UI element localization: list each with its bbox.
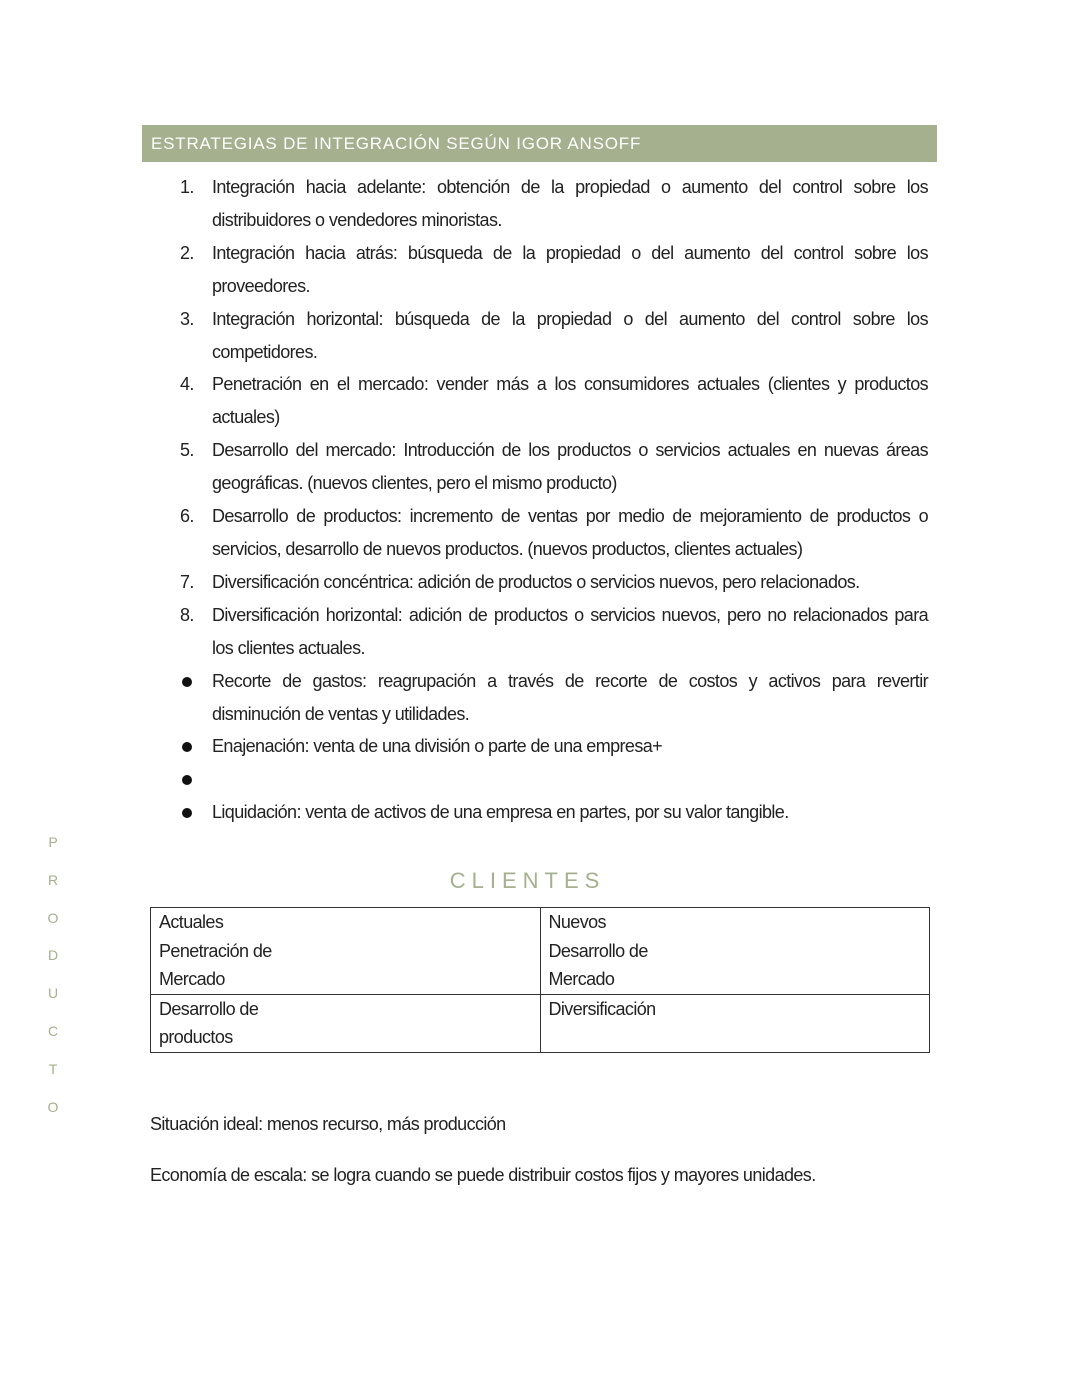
item-number: 5. [180,440,194,461]
item-text: Penetración en el mercado: vender más a los consumidores actuales (clientes y productos actuales) [212,374,928,428]
ansoff-matrix [150,907,930,1053]
matrix-title: CLIENTES [449,868,606,893]
side-letter: T [48,1060,58,1077]
side-letter: U [47,985,59,1002]
list-item [172,500,928,566]
item-text: Diversificación horizontal: adición de productos o servicios nuevos, pero no relacionados para los clientes actuales. [212,604,928,658]
bullet-icon [182,775,192,785]
cell-line: Desarrollo de [548,940,648,961]
item-text: Recorte de gastos: reagrupación a través de recorte de costos y activos para revertir disminución de ventas y utilidades. [212,670,928,724]
table-cell [151,994,541,1052]
item-number: 1. [180,177,194,197]
cell-line: Nuevos [548,912,606,932]
table-cell [540,908,930,995]
item-text: Integración horizontal: búsqueda de la propiedad o del aumento del control sobre los competidores. [212,308,928,362]
bullet-icon [182,677,192,687]
item-number: 3. [180,308,194,329]
item-number: 7. [180,571,194,592]
bullet-item [172,796,928,829]
cell-line: Mercado [548,969,615,989]
list-item [172,434,928,500]
side-letter: O [47,909,59,926]
item-text: Integración hacia adelante: obtención de la propiedad o aumento del control sobre los distribuidores o vendedores minoristas. [212,177,928,230]
item-number: 4. [180,374,194,395]
item-text: Diversificación concéntrica: adición de productos o servicios nuevos, pero relacionados. [212,571,860,592]
item-text: Desarrollo del mercado: Introducción de los productos o servicios actuales en nuevas áreas geográficas. (nuevos clientes, pero el mismo producto) [212,440,928,494]
list-item [172,303,928,369]
list-item [172,237,928,303]
strategy-list [172,171,928,829]
item-number: 2. [180,242,194,263]
bullet-item [172,730,928,763]
note-paragraph: Situación ideal: menos recurso, más producción [150,1114,506,1134]
bullet-item [172,665,928,731]
section-header: ESTRATEGIAS DE INTEGRACIÓN SEGÚN IGOR ANSOFF [142,125,937,162]
side-letter: C [47,1022,59,1039]
list-item [172,368,928,434]
item-text: Enajenación: venta de una división o parte de una empresa+ [212,736,663,757]
item-text: Integración hacia atrás: búsqueda de la propiedad o del aumento del control sobre los proveedores. [212,242,928,296]
cell-line: Mercado [159,969,225,989]
side-letter: P [48,834,58,850]
cell-line: productos [159,1027,233,1047]
side-letter: R [47,871,59,888]
bullet-icon [182,808,192,818]
table-row [151,908,930,995]
table-cell [540,994,930,1052]
list-item [172,599,928,665]
side-letter: D [47,947,59,964]
item-number: 6. [180,506,194,527]
table-row [151,994,930,1052]
bullet-icon [182,742,192,752]
item-text: Liquidación: venta de activos de una empresa en partes, por su valor tangible. [212,802,789,823]
cell-line: Actuales [159,912,224,932]
cell-line: Diversificación [548,998,656,1019]
cell-line: Penetración de [159,940,272,961]
side-letter: O [47,1098,59,1115]
item-text: Desarrollo de productos: incremento de ventas por medio de mejoramiento de productos o servicios, desarrollo de nuevos productos. (nuevos productos, clientes actuales) [212,506,928,559]
item-number: 8. [180,604,194,625]
list-item [172,566,928,599]
cell-line: Desarrollo de [159,998,259,1019]
bullet-item [172,763,928,796]
table-cell [151,908,541,995]
item-text [212,769,216,789]
note-paragraph: Economía de escala: se logra cuando se puede distribuir costos fijos y mayores unidades. [150,1165,816,1185]
list-item [172,171,928,237]
